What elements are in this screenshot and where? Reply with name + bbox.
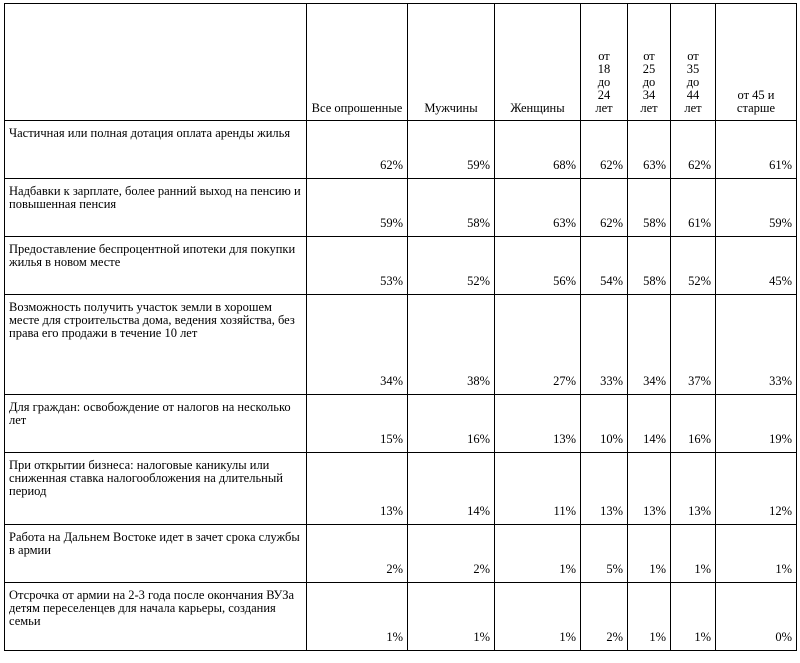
row-label: Отсрочка от армии на 2-3 года после окончания ВУЗа детям переселенцев для начала карьеры, создания семьи bbox=[5, 583, 307, 651]
header-women: Женщины bbox=[495, 4, 581, 121]
table-row bbox=[5, 583, 797, 651]
cell-men: 59% bbox=[408, 121, 495, 179]
cell-women: 11% bbox=[495, 453, 581, 525]
row-label: Частичная или полная дотация оплата аренды жилья bbox=[5, 121, 307, 179]
cell-age-25-34: 58% bbox=[628, 237, 671, 295]
cell-age-18-24: 10% bbox=[581, 395, 628, 453]
header-age-25-34: от 25 до 34 лет bbox=[628, 4, 671, 121]
cell-all: 2% bbox=[307, 525, 408, 583]
cell-age-25-34: 63% bbox=[628, 121, 671, 179]
cell-age-35-44: 61% bbox=[671, 179, 716, 237]
cell-all: 13% bbox=[307, 453, 408, 525]
cell-all: 15% bbox=[307, 395, 408, 453]
cell-all: 1% bbox=[307, 583, 408, 651]
table-row bbox=[5, 237, 797, 295]
cell-age-35-44: 37% bbox=[671, 295, 716, 395]
table-row bbox=[5, 121, 797, 179]
cell-all: 59% bbox=[307, 179, 408, 237]
cell-women: 1% bbox=[495, 525, 581, 583]
cell-men: 38% bbox=[408, 295, 495, 395]
row-label: Предоставление беспроцентной ипотеки для покупки жилья в новом месте bbox=[5, 237, 307, 295]
cell-age-35-44: 13% bbox=[671, 453, 716, 525]
cell-age-45-plus: 1% bbox=[716, 525, 797, 583]
cell-age-25-34: 58% bbox=[628, 179, 671, 237]
table-row bbox=[5, 453, 797, 525]
cell-age-45-plus: 0% bbox=[716, 583, 797, 651]
table-row bbox=[5, 395, 797, 453]
cell-age-45-plus: 12% bbox=[716, 453, 797, 525]
cell-women: 1% bbox=[495, 583, 581, 651]
header-men: Мужчины bbox=[408, 4, 495, 121]
cell-men: 14% bbox=[408, 453, 495, 525]
cell-age-45-plus: 45% bbox=[716, 237, 797, 295]
cell-age-45-plus: 59% bbox=[716, 179, 797, 237]
cell-age-25-34: 13% bbox=[628, 453, 671, 525]
cell-women: 27% bbox=[495, 295, 581, 395]
header-all: Все опрошенные bbox=[307, 4, 408, 121]
row-label: Надбавки к зарплате, более ранний выход на пенсию и повышенная пенсия bbox=[5, 179, 307, 237]
cell-age-18-24: 13% bbox=[581, 453, 628, 525]
cell-age-25-34: 1% bbox=[628, 525, 671, 583]
header-age-18-24: от 18 до 24 лет bbox=[581, 4, 628, 121]
cell-age-25-34: 14% bbox=[628, 395, 671, 453]
cell-men: 1% bbox=[408, 583, 495, 651]
cell-age-35-44: 52% bbox=[671, 237, 716, 295]
cell-age-45-plus: 61% bbox=[716, 121, 797, 179]
cell-women: 56% bbox=[495, 237, 581, 295]
cell-age-45-plus: 33% bbox=[716, 295, 797, 395]
cell-age-25-34: 34% bbox=[628, 295, 671, 395]
cell-age-45-plus: 19% bbox=[716, 395, 797, 453]
cell-all: 53% bbox=[307, 237, 408, 295]
cell-age-18-24: 54% bbox=[581, 237, 628, 295]
survey-table-container bbox=[4, 3, 797, 651]
cell-age-35-44: 62% bbox=[671, 121, 716, 179]
header-row bbox=[5, 4, 797, 121]
cell-all: 62% bbox=[307, 121, 408, 179]
header-corner bbox=[5, 4, 307, 121]
cell-age-35-44: 1% bbox=[671, 583, 716, 651]
cell-age-18-24: 62% bbox=[581, 179, 628, 237]
cell-age-25-34: 1% bbox=[628, 583, 671, 651]
cell-women: 68% bbox=[495, 121, 581, 179]
cell-men: 16% bbox=[408, 395, 495, 453]
header-age-35-44: от 35 до 44 лет bbox=[671, 4, 716, 121]
header-age-45-plus: от 45 и старше bbox=[716, 4, 797, 121]
cell-women: 63% bbox=[495, 179, 581, 237]
table-row bbox=[5, 525, 797, 583]
cell-women: 13% bbox=[495, 395, 581, 453]
cell-age-18-24: 33% bbox=[581, 295, 628, 395]
cell-age-35-44: 1% bbox=[671, 525, 716, 583]
cell-age-18-24: 5% bbox=[581, 525, 628, 583]
row-label: При открытии бизнеса: налоговые каникулы или сниженная ставка налогообложения на длительный период bbox=[5, 453, 307, 525]
row-label: Работа на Дальнем Востоке идет в зачет срока службы в армии bbox=[5, 525, 307, 583]
cell-age-35-44: 16% bbox=[671, 395, 716, 453]
cell-men: 58% bbox=[408, 179, 495, 237]
cell-men: 2% bbox=[408, 525, 495, 583]
cell-all: 34% bbox=[307, 295, 408, 395]
survey-table bbox=[4, 3, 797, 651]
cell-age-18-24: 2% bbox=[581, 583, 628, 651]
table-row bbox=[5, 295, 797, 395]
cell-men: 52% bbox=[408, 237, 495, 295]
row-label: Возможность получить участок земли в хорошем месте для строительства дома, ведения хозяйства, без права его продажи в течение 10 лет bbox=[5, 295, 307, 395]
cell-age-18-24: 62% bbox=[581, 121, 628, 179]
table-row bbox=[5, 179, 797, 237]
row-label: Для граждан: освобождение от налогов на несколько лет bbox=[5, 395, 307, 453]
